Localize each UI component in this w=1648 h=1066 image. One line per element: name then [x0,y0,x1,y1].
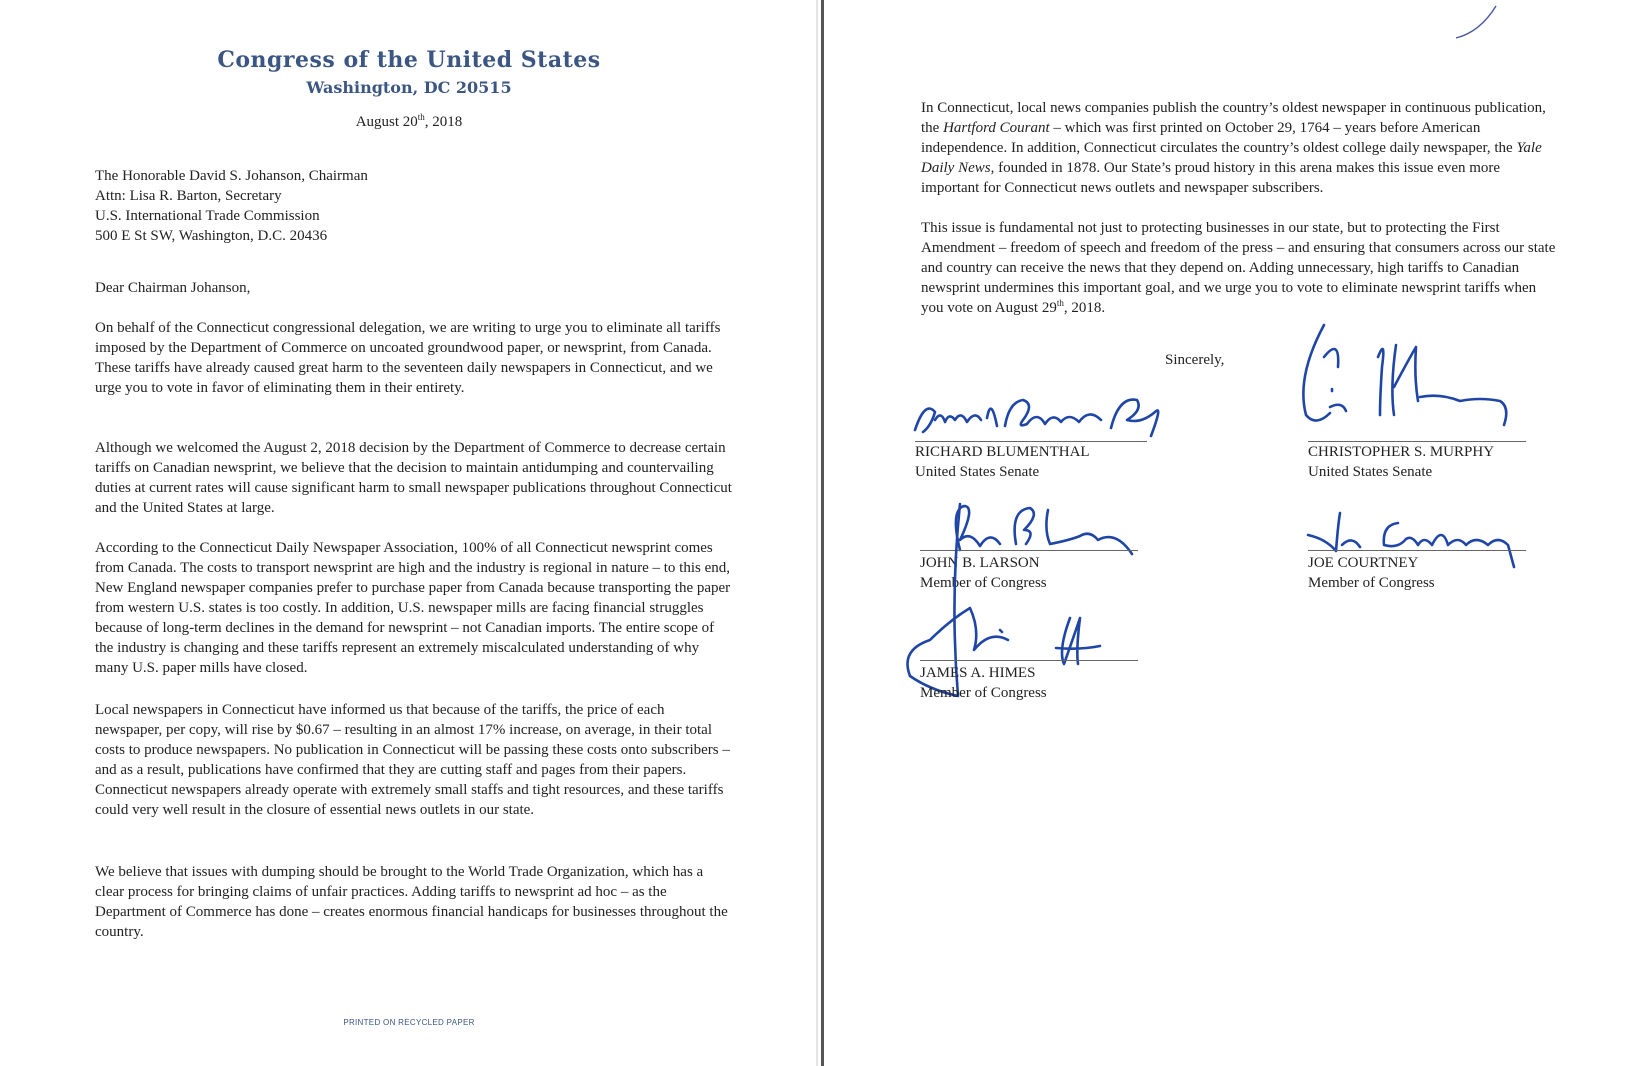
signatory-name: JOHN B. LARSON [920,555,1040,571]
letterhead-address: Washington, DC 20515 [306,78,512,97]
signature-murphy [1290,317,1530,433]
recycled-paper-note: PRINTED ON RECYCLED PAPER [343,1018,475,1027]
date-suffix: th [1056,298,1064,308]
signatory-title: United States Senate [915,464,1040,480]
signature-block-courtney [1308,505,1558,595]
letter-date [0,114,818,131]
body-paragraph [921,98,1561,198]
newspaper-title: Yale Daily News [921,140,1542,176]
body-paragraph: Although we welcomed the August 2, 2018 decision by the Department of Commerce to decrease certain tariffs on Canadian newsprint, we believe that the decision to maintain antidumping and countervailing duties at current rates will cause significant harm to small newspaper publications throughout Connecticut and the United States at large. [95,440,732,516]
letterhead-title: Congress of the United States [217,47,601,73]
signatory-title: Member of Congress [920,575,1047,591]
text-run: In Connecticut, local news companies publish the country’s oldest newspaper in continuous publication, the [921,100,1546,136]
text-run: , 2018. [1063,300,1106,316]
signature-block-murphy [1308,325,1558,480]
body-paragraph: Local newspapers in Connecticut have informed us that because of the tariffs, the price of each newspaper, per copy, will rise by $0.67 – resulting in an almost 17% increase, on average, in their total costs to produce newspapers. No publication in Connecticut will be passing these costs onto subscribers – and as a result, publications have confirmed that they are cutting staff and pages from their papers. Connecticut newspapers already operate with extremely small staffs and tight resources, and these tariffs could very well result in the closure of essential news outlets in our state. [95,702,730,818]
text-run: – which was first printed on October 29, 1764 – years before American independence. In addition, Connecticut circulates the country’s oldest college daily newspaper, the [921,120,1517,156]
body-paragraph: On behalf of the Connecticut congressional delegation, we are writing to urge you to eliminate all tariffs imposed by the Department of Commerce on uncoated groundwood paper, or newsprint, from Canada. These tariffs have already caused great harm to the seventeen daily newspapers in Connecticut, and we urge you to vote in favor of eliminating them in their entirety. [95,320,721,396]
address-line: 500 E St SW, Washington, D.C. 20436 [95,228,328,244]
body-paragraph: We believe that issues with dumping should be brought to the World Trade Organization, which has a clear process for bringing claims of unfair practices. Adding tariffs to newsprint ad hoc – as the Department of Commerce has done – creates enormous financial handicaps for businesses throughout the country. [95,864,728,940]
signature-block-blumenthal [915,395,1215,480]
recipient-address [95,166,368,246]
pen-mark-icon [1450,4,1510,44]
signature-block-himes [920,600,1170,710]
date-year: , 2018 [424,114,463,130]
signatory-title: United States Senate [1308,464,1433,480]
signature-line [1308,550,1526,551]
salutation: Dear Chairman Johanson, [95,280,251,296]
text-run: This issue is fundamental not just to protecting businesses in our state, but to protecting the First Amendment – freedom of speech and freedom of the press – and ensuring that consumers across our state and country can receive the news that they depend on. Adding unnecessary, high tariffs to Canadian newsprint undermines this important goal, and we urge you to vote to eliminate newsprint tariffs when you vote on August 29 [921,220,1556,316]
signatory-name: JOE COURTNEY [1308,555,1419,571]
address-line: The Honorable David S. Johanson, Chairman [95,168,368,184]
signatory-title: Member of Congress [920,685,1047,701]
page-divider-light [816,0,818,1066]
signatory-name: RICHARD BLUMENTHAL [915,444,1090,460]
newspaper-title: Hartford Courant [943,120,1050,136]
date-text: August 20 [355,114,418,130]
address-line: Attn: Lisa R. Barton, Secretary [95,188,282,204]
signatory-name: CHRISTOPHER S. MURPHY [1308,444,1495,460]
body-paragraph: According to the Connecticut Daily Newspaper Association, 100% of all Connecticut newsprint comes from Canada. The costs to transport newsprint are high and the industry is regional in nature – to this end, New England newspaper companies prefer to purchase paper from Canada because transporting the paper from western U.S. states is too costly. In addition, U.S. newspaper mills are facing financial struggles because of long-term declines in the demand for newsprint – not Canadian imports. The entire scope of the industry is changing and these tariffs represent an extremely miscalculated understanding of why many U.S. paper mills have closed. [95,540,731,676]
date-suffix: th [417,112,425,122]
signatory-name: JAMES A. HIMES [920,665,1036,681]
body-paragraph [921,218,1561,318]
signature-line [920,660,1138,661]
text-run: , founded in 1878. Our State’s proud history in this arena makes this issue even more important for Connecticut news outlets and newspaper subscribers. [921,160,1501,196]
address-line: U.S. International Trade Commission [95,208,320,224]
closing: Sincerely, [1165,352,1225,368]
signatory-title: Member of Congress [1308,575,1435,591]
